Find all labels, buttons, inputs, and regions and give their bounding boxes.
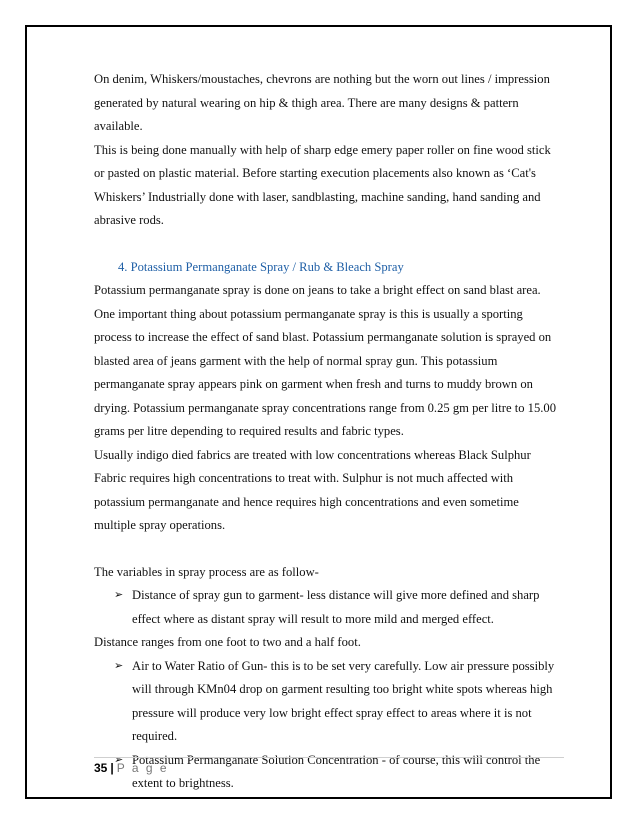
arrow-bullet-icon: ➢ (114, 589, 124, 601)
paragraph-variables-intro: The variables in spray process are as follow- (94, 564, 319, 579)
document-body (94, 68, 559, 796)
section-heading: 4. Potassium Permanganate Spray / Rub & Bleach Spray (118, 259, 404, 274)
arrow-bullet-icon: ➢ (114, 659, 124, 672)
page-footer (94, 757, 564, 775)
page-label: P a g e (116, 761, 169, 775)
page-number: 35 (94, 761, 108, 775)
paragraph-concentrations: Usually indigo died fabrics are treated with low concentrations whereas Black Sulphur Fabric requires high concentrations to treat with. Sulphur is not much affected with potassium permanganate and hence requires high concentrations and even sometime multiple spray operations. (94, 447, 531, 532)
bullet-text: Distance of spray gun to garment- less distance will give more defined and sharp effect where as distant spray will result to more mild and merged effect. (132, 588, 540, 626)
bullet-item-distance (94, 584, 559, 631)
paragraph-whiskers-intro: On denim, Whiskers/moustaches, chevrons are nothing but the worn out lines / impression generated by natural wearing on hip & thigh area. There are many designs & pattern available. (94, 72, 550, 133)
paragraph-whiskers-method: This is being done manually with help of sharp edge emery paper roller on fine wood stick or pasted on plastic material. Before starting execution placements also known as ‘Cat's Whiskers’ Industrially done with laser, sandblasting, machine sanding, hand sanding and abrasive rods. (94, 142, 551, 227)
footer-separator: | (110, 761, 114, 775)
bullet-item-air-water (94, 655, 559, 749)
paragraph-permanganate-spray: Potassium permanganate spray is done on jeans to take a bright effect on sand blast area. One important thing about potassium permanganate spray is this is usually a sporting process to increase the effect of sand blast. Potassium permanganate solution is sprayed on blasted area of jeans garment with the help of normal spray gun. This potassium permanganate spray appears pink on garment when fresh and turns to muddy brown on drying. Potassium permanganate spray concentrations range from 0.25 gm per litre to 15.00 grams per litre depending to required results and fabric types. (94, 283, 557, 438)
paragraph-distance-range: Distance ranges from one foot to two and a half foot. (94, 635, 361, 649)
arrow-bullet-icon: ➢ (114, 753, 124, 766)
bullet-text: Potassium Permanganate Solution Concentration - of course, this will control the extent to brightness. (132, 752, 541, 790)
bullet-text: Air to Water Ratio of Gun- this is to be set very carefully. Low air pressure possibly will through KMn04 drop on garment resulting too bright white spots whereas high pressure will produce very low bright effect spray effect to areas where it is not required. (132, 658, 555, 743)
